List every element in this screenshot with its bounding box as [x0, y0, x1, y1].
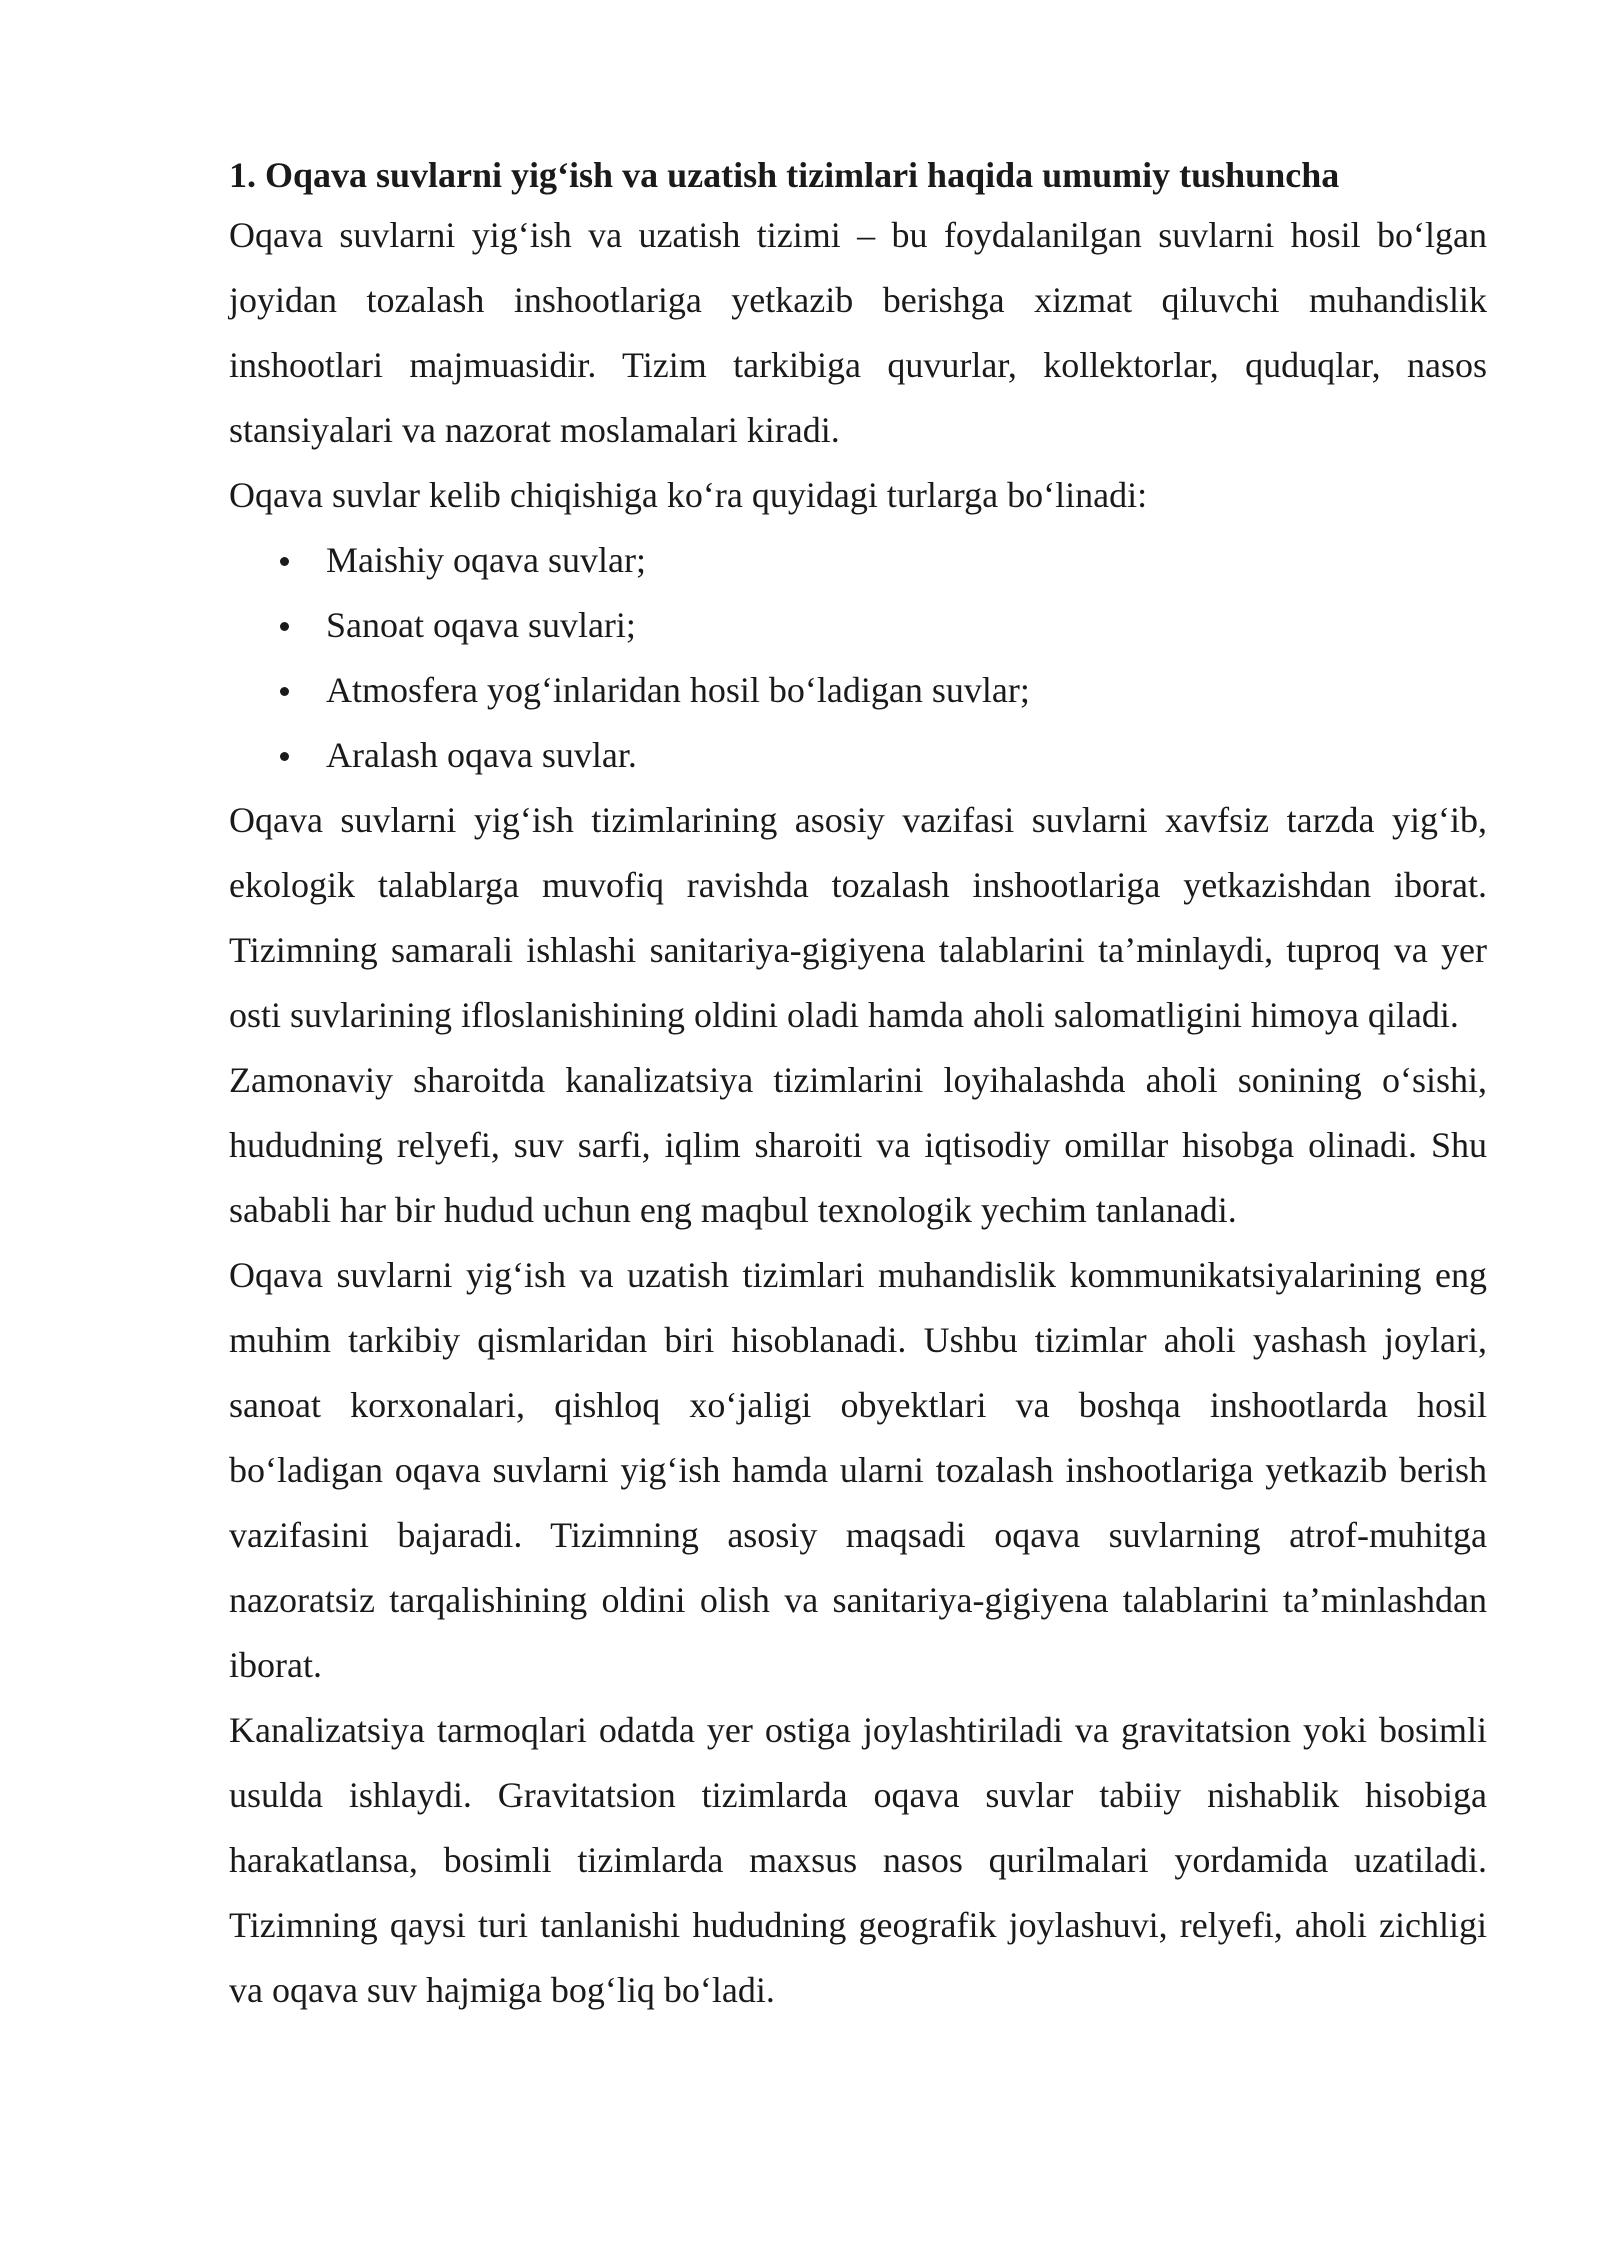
section-heading: 1. Oqava suvlarni yig‘ish va uzatish tizimlari haqida umumiy tushuncha: [229, 155, 1340, 195]
list-item-text: Aralash oqava suvlar.: [326, 735, 637, 775]
list-item: [229, 723, 1487, 788]
list-intro: Oqava suvlar kelib chiqishiga ko‘ra quyidagi turlarga bo‘linadi:: [229, 475, 1148, 515]
list-item: [229, 593, 1487, 658]
wastewater-types-list: [229, 528, 1487, 788]
bullet-icon: [280, 557, 289, 566]
list-item-text: Maishiy oqava suvlar;: [326, 540, 646, 580]
bullet-icon: [280, 752, 289, 761]
paragraph-main-task: Oqava suvlarni yig‘ish tizimlarining asosiy vazifasi suvlarni xavfsiz tarzda yig‘ib, ekologik talablarga muvofiq ravishda tozalash inshootlariga yetkazishdan iborat. Tizimning samarali ishlashi sanitariya-gigiyena talablarini ta’minlaydi, tuproq va yer osti suvlarining ifloslanishining oldini oladi hamda aholi salomatligini himoya qiladi.: [229, 800, 1487, 1035]
paragraph-design-factors: Zamonaviy sharoitda kanalizatsiya tizimlarini loyihalashda aholi sonining o‘sishi, hududning relyefi, suv sarfi, iqlim sharoiti va iqtisodiy omillar hisobga olinadi. Shu sababli har bir hudud uchun eng maqbul texnologik yechim tanlanadi.: [229, 1060, 1487, 1230]
bullet-icon: [280, 622, 289, 631]
list-item-text: Atmosfera yog‘inlaridan hosil bo‘ladigan suvlar;: [326, 670, 1030, 710]
paragraph-network-types: Kanalizatsiya tarmoqlari odatda yer ostiga joylashtiriladi va gravitatsion yoki bosimli usulda ishlaydi. Gravitatsion tizimlarda oqava suvlar tabiiy nishablik hisobiga harakatlansa, bosimli tizimlarda maxsus nasos qurilmalari yordamida uzatiladi. Tizimning qaysi turi tanlanishi hududning geografik joylashuvi, relyefi, aholi zichligi va oqava suv hajmiga bog‘liq bo‘ladi.: [229, 1710, 1487, 2010]
paragraph-definition: Oqava suvlarni yig‘ish va uzatish tizimi – bu foydalanilgan suvlarni hosil bo‘lgan joyidan tozalash inshootlariga yetkazib berishga xizmat qiluvchi muhandislik inshootlari majmuasidir. Tizim tarkibiga quvurlar, kollektorlar, quduqlar, nasos stansiyalari va nazorat moslamalari kiradi.: [229, 215, 1487, 450]
document-page: [229, 148, 1487, 2023]
list-item: [229, 528, 1487, 593]
list-item: [229, 658, 1487, 723]
list-item-text: Sanoat oqava suvlari;: [326, 605, 636, 645]
paragraph-system-role: Oqava suvlarni yig‘ish va uzatish tizimlari muhandislik kommunikatsiyalarining eng muhim tarkibiy qismlaridan biri hisoblanadi. Ushbu tizimlar aholi yashash joylari, sanoat korxonalari, qishloq xo‘jaligi obyektlari va boshqa inshootlarda hosil bo‘ladigan oqava suvlarni yig‘ish hamda ularni tozalash inshootlariga yetkazib berish vazifasini bajaradi. Tizimning asosiy maqsadi oqava suvlarning atrof-muhitga nazoratsiz tarqalishining oldini olish va sanitariya-gigiyena talablarini ta’minlashdan iborat.: [229, 1255, 1487, 1685]
bullet-icon: [280, 687, 289, 696]
